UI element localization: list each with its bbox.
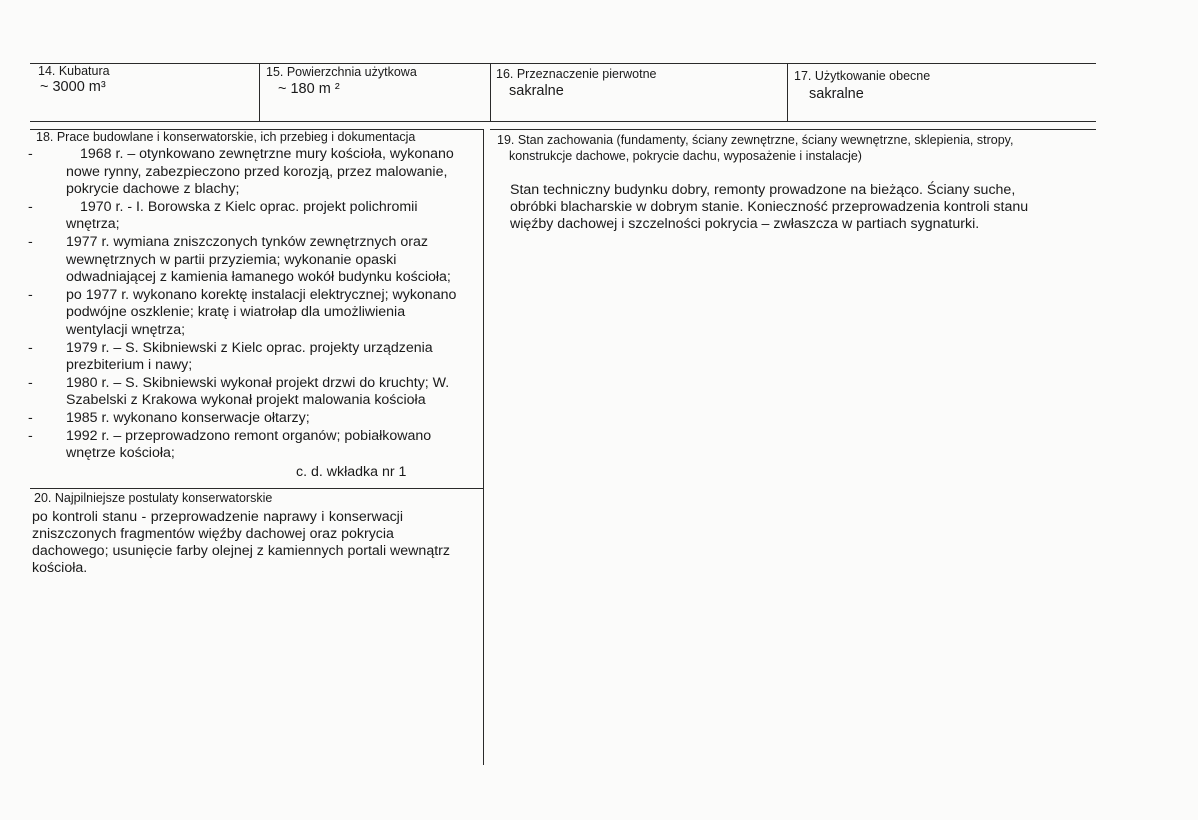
header-divider-2 (490, 63, 491, 121)
header-top-rule (30, 63, 1096, 64)
list-line: wewnętrznych w partii przyziemia; wykonanie opaski (66, 251, 397, 268)
list-line: prezbiterium i nawy; (66, 357, 193, 374)
list-line: podwójne oszklenie; kratę i wiatrołap dla umożliwienia (66, 304, 406, 321)
list-item (28, 286, 482, 340)
continuation-note: c. d. wkładka nr 1 (296, 464, 407, 480)
list-line: odwadniającej z kamienia łamanego wokół budynku kościoła; (66, 269, 451, 286)
section-19-text-line-2: obróbki blacharskie w dobrym stanie. Konieczność przeprowadzenia kontroli stanu (510, 199, 1029, 215)
list-bullet: - (28, 427, 33, 444)
list-item (28, 409, 482, 428)
field-14-value: ~ 3000 m³ (40, 79, 106, 95)
list-line: 1985 r. wykonano konserwacje ołtarzy; (66, 409, 310, 426)
list-line: 1992 r. – przeprowadzono remont organów; pobiałkowano (66, 427, 432, 444)
list-item (28, 233, 482, 287)
section19-top-rule (490, 129, 1096, 130)
section-19-text-line-1: Stan techniczny budynku dobry, remonty prowadzone na bieżąco. Ściany suche, (510, 182, 1016, 198)
list-line: Szabelski z Krakowa wykonał projekt malowania kościoła (66, 392, 426, 409)
list-line: 1980 r. – S. Skibniewski wykonał projekt drzwi do kruchty; W. (66, 374, 450, 391)
list-line: nowe rynny, zabezpieczono przed korozją, przez malowanie, (66, 163, 448, 180)
header-bottom-rule (30, 121, 1096, 122)
section-18-title: 18. Prace budowlane i konserwatorskie, ich przebieg i dokumentacja (36, 130, 416, 144)
section-19-title-line-2: konstrukcje dachowe, pokrycie dachu, wyposażenie i instalacje) (509, 149, 862, 163)
list-item (28, 146, 482, 199)
list-bullet: - (28, 286, 33, 303)
list-bullet: - (28, 146, 33, 162)
field-17-value: sakralne (809, 86, 864, 102)
list-line: wnętrze kościoła; (66, 445, 175, 462)
section-20-text-line-2: zniszczonych fragmentów więźby dachowej oraz pokrycia (32, 526, 394, 542)
list-line: po 1977 r. wykonano korektę instalacji elektrycznej; wykonano (66, 286, 457, 303)
list-line: pokrycie dachowe z blachy; (66, 181, 240, 198)
list-bullet: - (28, 198, 33, 215)
section-20-text-line-3: dachowego; usunięcie farby olejnej z kamiennych portali wewnątrz (32, 543, 450, 559)
section20-top-rule (30, 488, 484, 489)
header-divider-3 (787, 63, 788, 121)
field-14-label: 14. Kubatura (38, 64, 110, 78)
list-item (28, 427, 482, 463)
section-19-text-line-3: więźby dachowej i szczelności pokrycia – zwłaszcza w partiach sygnaturki. (510, 216, 980, 232)
list-line: wentylacji wnętrza; (66, 321, 186, 338)
list-bullet: - (28, 409, 33, 426)
list-line: wnętrza; (66, 216, 120, 233)
list-bullet: - (28, 233, 33, 250)
field-16-value: sakralne (509, 83, 564, 99)
section-20-text-line-4: kościoła. (32, 560, 88, 576)
field-15-value: ~ 180 m ² (278, 81, 340, 97)
header-divider-1 (259, 63, 260, 121)
list-line: 1970 r. - I. Borowska z Kielc oprac. projekt polichromii (80, 198, 418, 215)
section-19-title-line-1: 19. Stan zachowania (fundamenty, ściany zewnętrzne, ściany wewnętrzne, sklepienia, stropy, (497, 133, 1014, 147)
field-16-label: 16. Przeznaczenie pierwotne (496, 67, 657, 81)
list-bullet: - (28, 339, 33, 356)
list-item (28, 374, 482, 410)
list-item (28, 198, 482, 234)
section-20-title: 20. Najpilniejsze postulaty konserwatorskie (34, 491, 273, 505)
field-17-label: 17. Użytkowanie obecne (794, 69, 931, 83)
list-line: 1977 r. wymiana zniszczonych tynków zewnętrznych oraz (66, 233, 428, 250)
list-line: 1968 r. – otynkowano zewnętrzne mury kościoła, wykonano (80, 146, 454, 162)
list-line: 1979 r. – S. Skibniewski z Kielc oprac. projekty urządzenia (66, 339, 433, 356)
list-item (28, 339, 482, 375)
main-column-divider (483, 129, 484, 765)
section-20-text-line-1: po kontroli stanu - przeprowadzenie naprawy i konserwacji (32, 509, 403, 525)
list-bullet: - (28, 374, 33, 391)
field-15-label: 15. Powierzchnia użytkowa (266, 65, 417, 79)
section-18-list (28, 146, 482, 463)
